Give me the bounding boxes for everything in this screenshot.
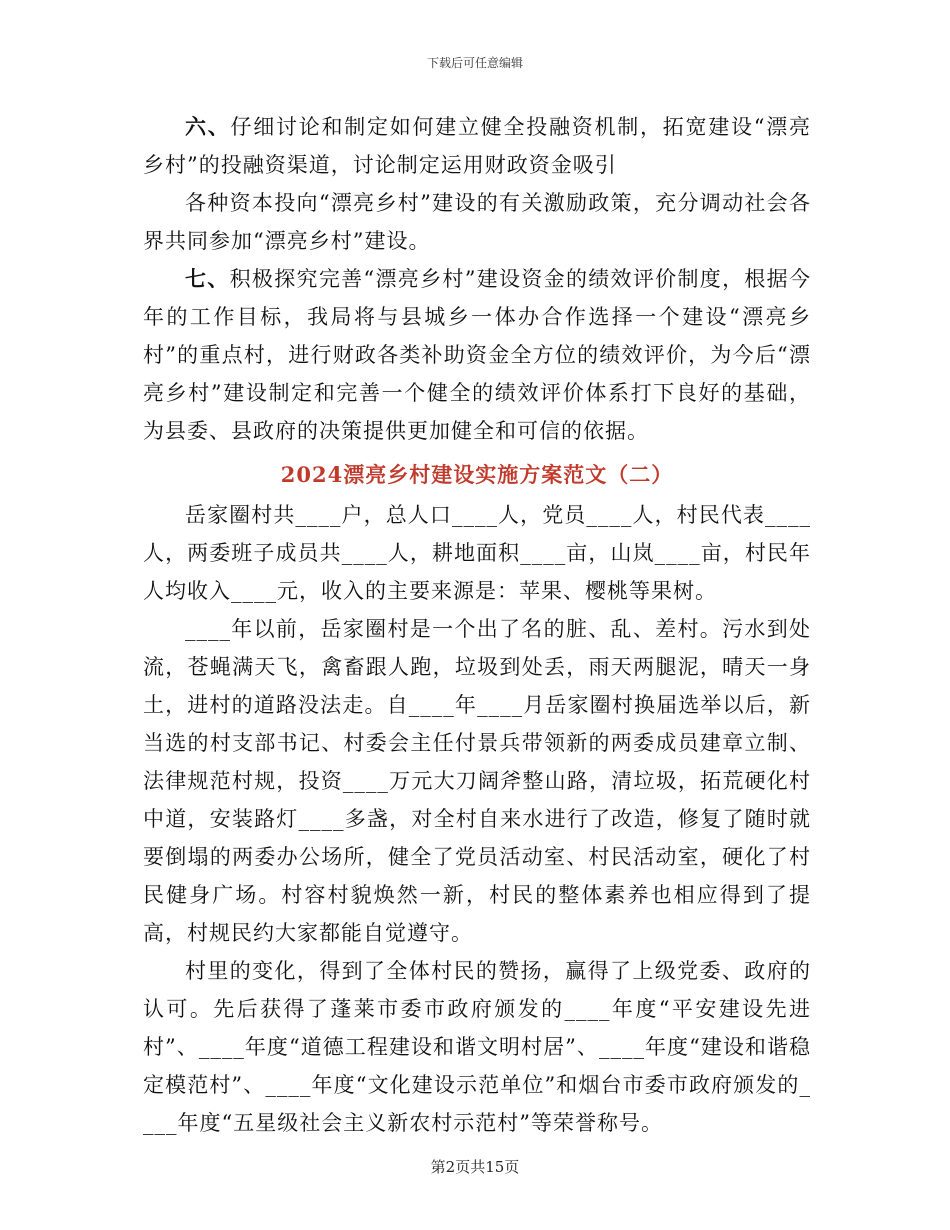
paragraph-seven-number: 七、 [185, 266, 230, 291]
village-overview-paragraph: 岳家圈村共____户，总人口____人，党员____人，村民代表____人，两委班子成员共____人，耕地面积____亩，山岚____亩，村民年人均收入____元，收入的主要来源是：苹果、樱桃等果树。 [143, 503, 811, 603]
page-header: 下载后可任意编辑 [426, 56, 523, 70]
paragraph-six-continued-text: 各种资本投向“漂亮乡村”建设的有关激励政策，充分调动社会各界共同参加“漂亮乡村”建设。 [143, 191, 811, 253]
village-history-paragraph: ____年以前，岳家圈村是一个出了名的脏、乱、差村。污水到处流，苍蝇满天飞，禽畜跟人跑，垃圾到处丢，雨天两腿泥，晴天一身土，进村的道路没法走。自____年____月岳家圈村换届选举以后，新当选的村支部书记、村委会主任付景兵带领新的两委成员建章立制、法律规范村规，投资____万元大刀阔斧整山路，清垃圾，拓荒硬化村中道，安装路灯____多盏，对全村自来水进行了改造，修复了随时就要倒塌的两委办公场所，健全了党员活动室、村民活动室，硬化了村民健身广场。村容村貌焕然一新，村民的整体素养也相应得到了提高，村规民约大家都能自觉遵守。 [143, 617, 811, 945]
village-honors-paragraph: 村里的变化，得到了全体村民的赞扬，赢得了上级党委、政府的认可。先后获得了蓬莱市委市政府颁发的____年度“平安建设先进村”、____年度“道德工程建设和谐文明村居”、____年度“建设和谐稳定模范村”、____年度“文化建设示范单位”和烟台市委市政府颁发的____年度“五星级社会主义新农村示范村”等荣誉称号。 [143, 959, 811, 1135]
paragraph-seven-text: 积极探究完善“漂亮乡村”建设资金的绩效评价制度，根据今年的工作目标，我局将与县城乡一体办合作选择一个建设“漂亮乡村”的重点村，进行财政各类补助资金全方位的绩效评价，为今后“漂亮乡村”建设制定和完善一个健全的绩效评价体系打下良好的基础，为县委、县政府的决策提供更加健全和可信的依据。 [143, 267, 811, 443]
paragraph-six-continued [143, 184, 811, 260]
page-footer: 第2页共15页 [430, 1158, 520, 1176]
document-body [143, 108, 811, 1142]
paragraph-six-number: 六、 [185, 114, 231, 139]
paragraph-six-text: 仔细讨论和制定如何建立健全投融资机制，拓宽建设“漂亮乡村”的投融资渠道，讨论制定运用财政资金吸引 [143, 115, 812, 177]
paragraph-seven [143, 260, 811, 450]
section-title: 2024漂亮乡村建设实施方案范文（二） [280, 462, 674, 487]
paragraph-six [143, 108, 811, 184]
